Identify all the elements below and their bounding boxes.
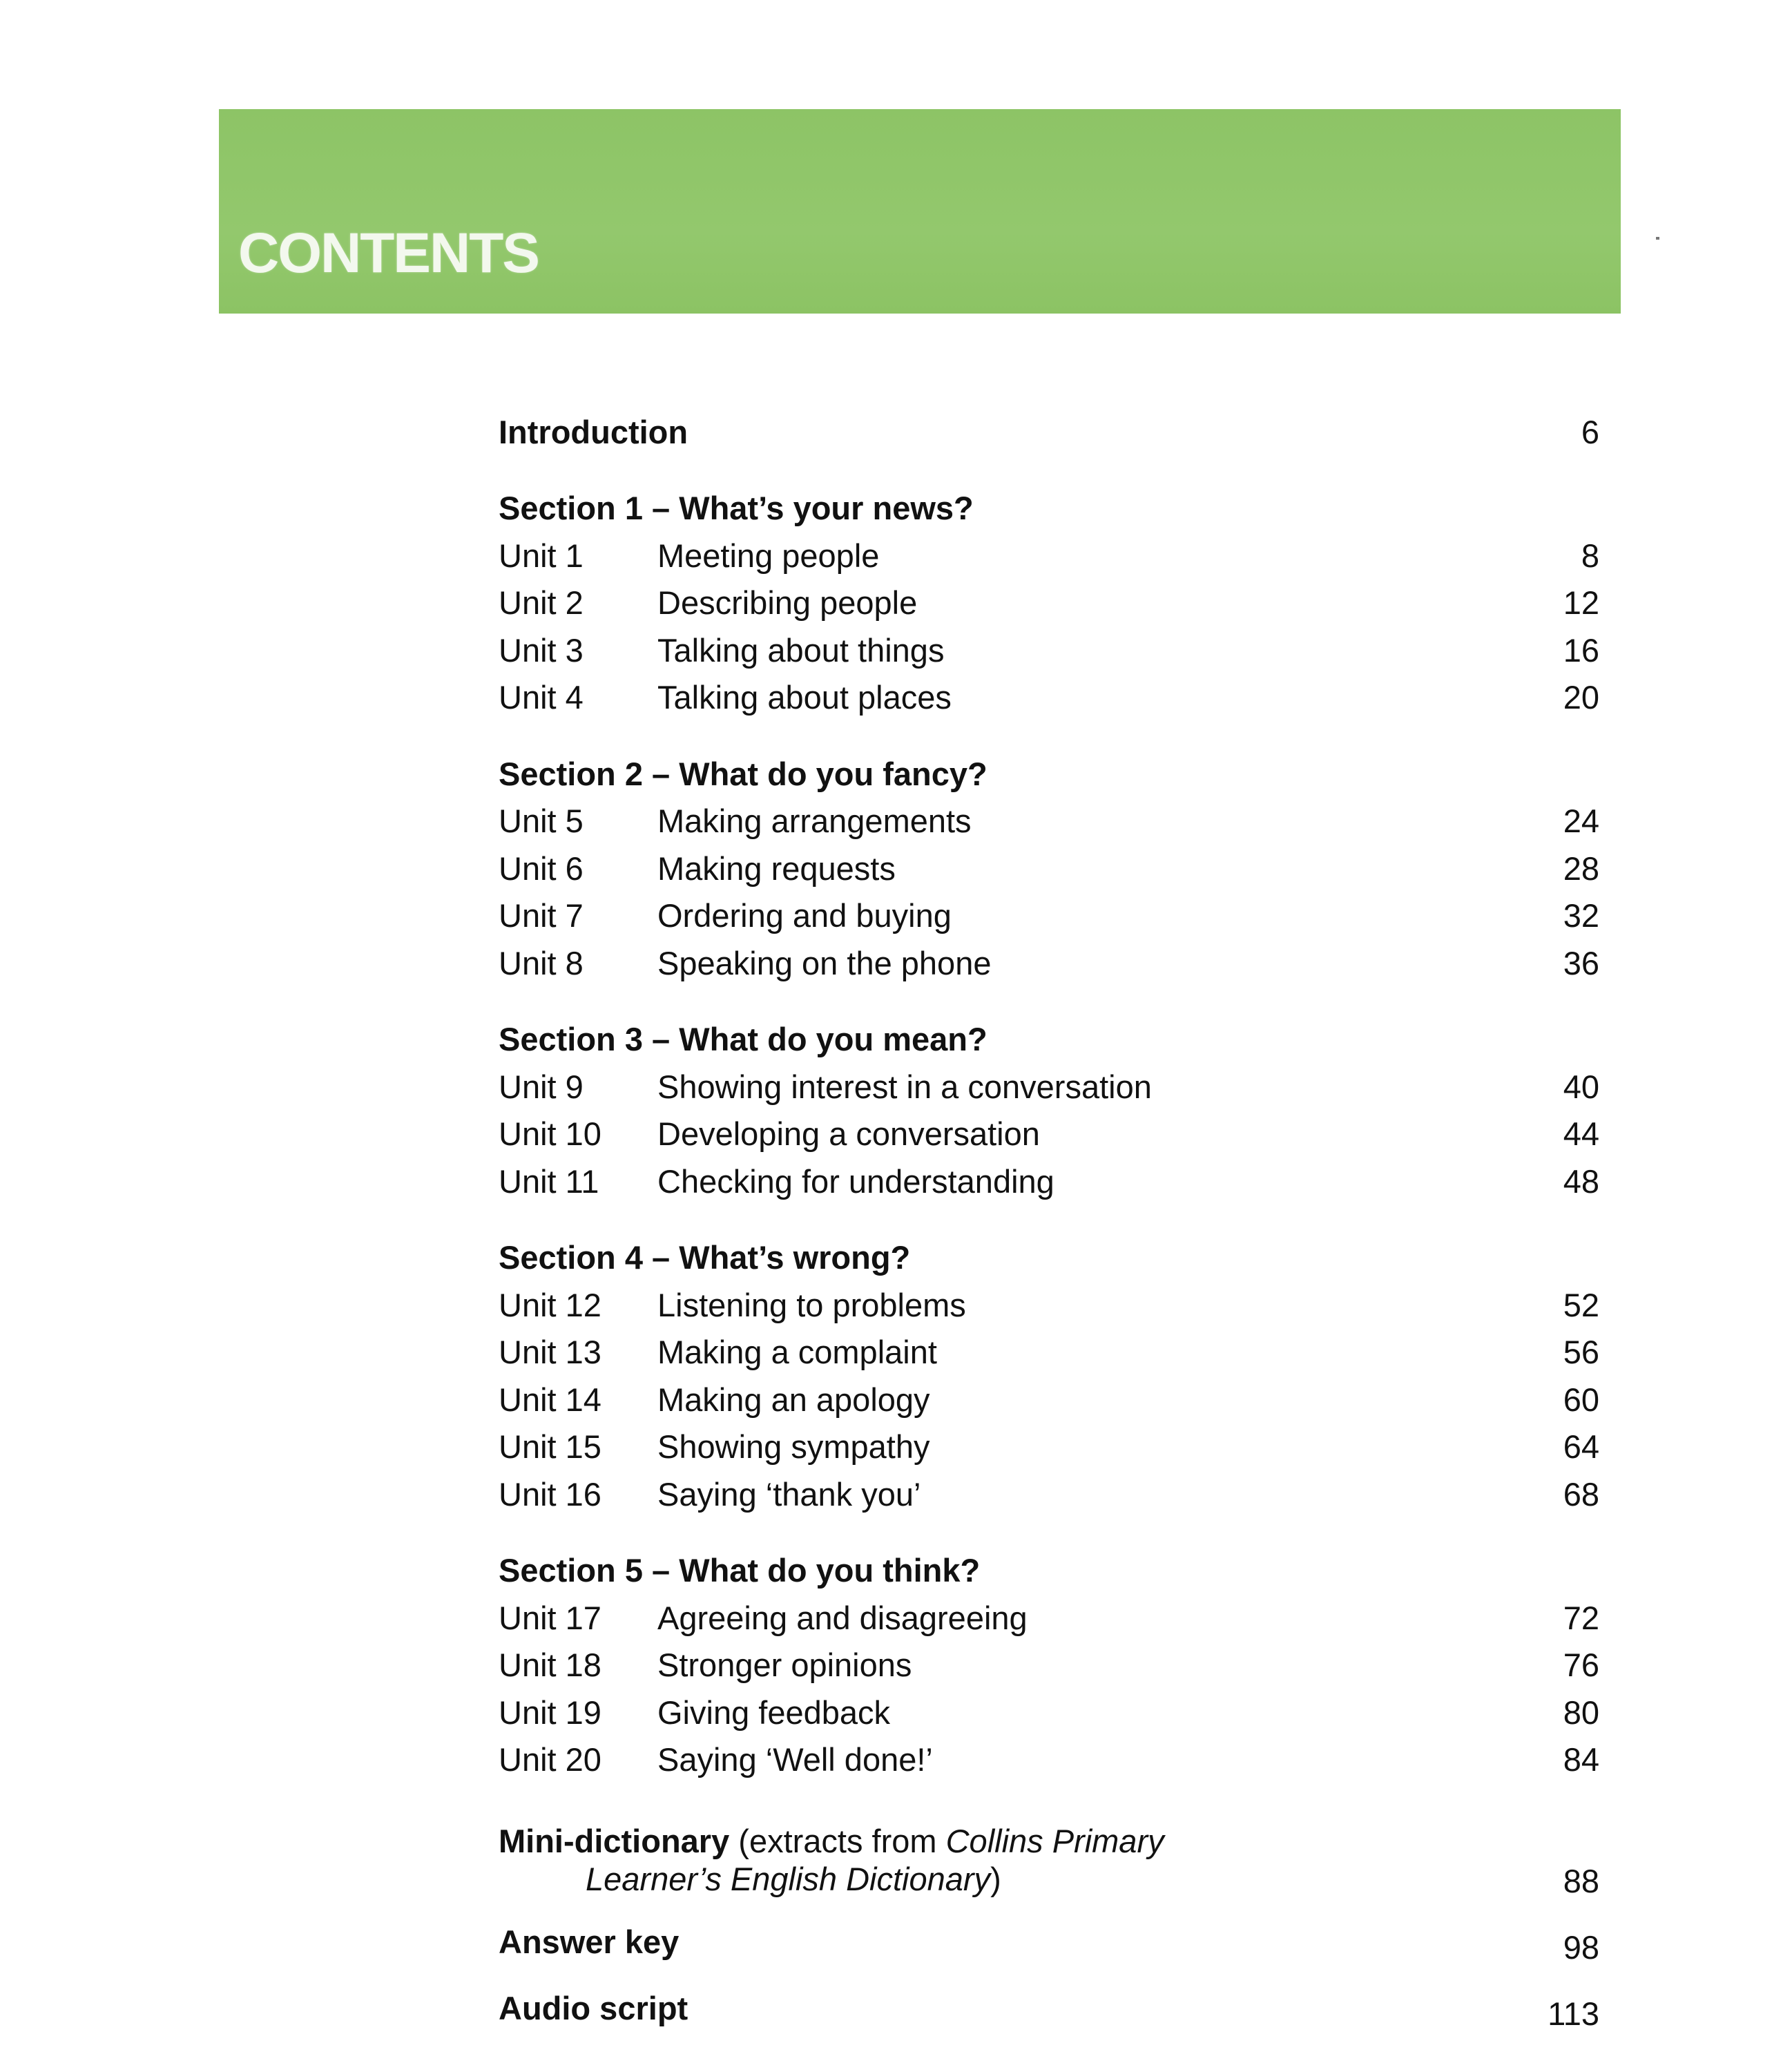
unit-number: Unit 18 (499, 1647, 601, 1683)
dictionary-source-title: Collins Primary (945, 1823, 1164, 1859)
unit-title: Checking for understanding (657, 1162, 1054, 1200)
unit-number: Unit 9 (499, 1068, 584, 1105)
page-title: CONTENTS (238, 222, 539, 285)
unit-title: Meeting people (657, 537, 880, 574)
unit-title: Saying ‘Well done!’ (657, 1741, 933, 1778)
audio-script-page: 113 (1548, 1995, 1599, 2032)
unit-page: 24 (1563, 803, 1599, 839)
unit-number: Unit 13 (499, 1334, 601, 1370)
unit-page: 64 (1563, 1428, 1599, 1465)
unit-title: Listening to problems (657, 1286, 966, 1323)
unit-number: Unit 5 (499, 803, 584, 839)
section-heading: Section 3 – What do you mean? (499, 1021, 987, 1057)
unit-title: Saying ‘thank you’ (657, 1475, 921, 1513)
unit-number: Unit 14 (499, 1381, 601, 1418)
section-heading: Section 2 – What do you fancy? (499, 755, 987, 792)
answer-key-label: Answer key (499, 1924, 680, 1960)
dictionary-source-title: Learner’s English Dictionary (586, 1861, 991, 1897)
unit-title: Talking about places (657, 679, 952, 716)
unit-page: 60 (1563, 1381, 1599, 1418)
unit-title: Making an apology (657, 1381, 930, 1418)
unit-title: Showing interest in a conversation (657, 1068, 1152, 1105)
unit-page: 76 (1563, 1647, 1599, 1683)
unit-page: 84 (1563, 1741, 1599, 1778)
audio-script-label: Audio script (499, 1990, 688, 2026)
unit-number: Unit 1 (499, 537, 584, 574)
unit-page: 52 (1563, 1286, 1599, 1323)
unit-number: Unit 8 (499, 944, 584, 981)
unit-page: 44 (1563, 1115, 1599, 1152)
unit-number: Unit 6 (499, 850, 584, 887)
section-heading: Section 1 – What’s your news? (499, 490, 974, 526)
unit-title: Making a complaint (657, 1334, 937, 1370)
unit-number: Unit 4 (499, 679, 584, 716)
mini-dictionary-entry-line2 (586, 1859, 1001, 1900)
unit-page: 28 (1563, 850, 1599, 887)
unit-number: Unit 17 (499, 1599, 601, 1636)
section-heading: Section 5 – What do you think? (499, 1552, 981, 1589)
unit-number: Unit 3 (499, 631, 584, 669)
unit-number: Unit 20 (499, 1741, 601, 1778)
unit-page: 32 (1563, 897, 1599, 934)
unit-page: 48 (1563, 1162, 1599, 1200)
unit-page: 8 (1581, 537, 1599, 574)
unit-number: Unit 10 (499, 1115, 601, 1152)
unit-title: Making requests (657, 850, 896, 887)
unit-title: Making arrangements (657, 803, 972, 839)
answer-key-page: 98 (1563, 1929, 1599, 1966)
section-heading: Section 4 – What’s wrong? (499, 1239, 911, 1276)
mini-dictionary-note-close: ) (990, 1861, 1001, 1897)
unit-title: Giving feedback (657, 1694, 891, 1731)
unit-page: 16 (1563, 631, 1599, 669)
unit-number: Unit 12 (499, 1286, 601, 1323)
unit-number: Unit 19 (499, 1694, 601, 1731)
introduction-label: Introduction (499, 414, 688, 450)
unit-title: Agreeing and disagreeing (657, 1599, 1028, 1636)
unit-title: Talking about things (657, 631, 945, 669)
unit-page: 20 (1563, 679, 1599, 716)
unit-number: Unit 16 (499, 1475, 601, 1513)
mini-dictionary-entry (499, 1821, 1164, 1862)
unit-page: 40 (1563, 1068, 1599, 1105)
unit-title: Ordering and buying (657, 897, 952, 934)
unit-page: 36 (1563, 944, 1599, 981)
mini-dictionary-label: Mini-dictionary (499, 1823, 730, 1859)
introduction-page: 6 (1581, 414, 1599, 450)
unit-number: Unit 2 (499, 584, 584, 621)
unit-page: 12 (1563, 584, 1599, 621)
unit-number: Unit 7 (499, 897, 584, 934)
mini-dictionary-note: (extracts from (729, 1823, 946, 1859)
unit-title: Speaking on the phone (657, 944, 992, 981)
unit-title: Developing a conversation (657, 1115, 1040, 1152)
unit-number: Unit 11 (499, 1162, 599, 1200)
unit-title: Showing sympathy (657, 1428, 930, 1465)
unit-page: 68 (1563, 1475, 1599, 1513)
mini-dictionary-page: 88 (1563, 1863, 1599, 1899)
unit-page: 56 (1563, 1334, 1599, 1370)
unit-page: 80 (1563, 1694, 1599, 1731)
unit-page: 72 (1563, 1599, 1599, 1636)
unit-title: Stronger opinions (657, 1647, 912, 1683)
unit-title: Describing people (657, 584, 918, 621)
unit-number: Unit 15 (499, 1428, 601, 1465)
